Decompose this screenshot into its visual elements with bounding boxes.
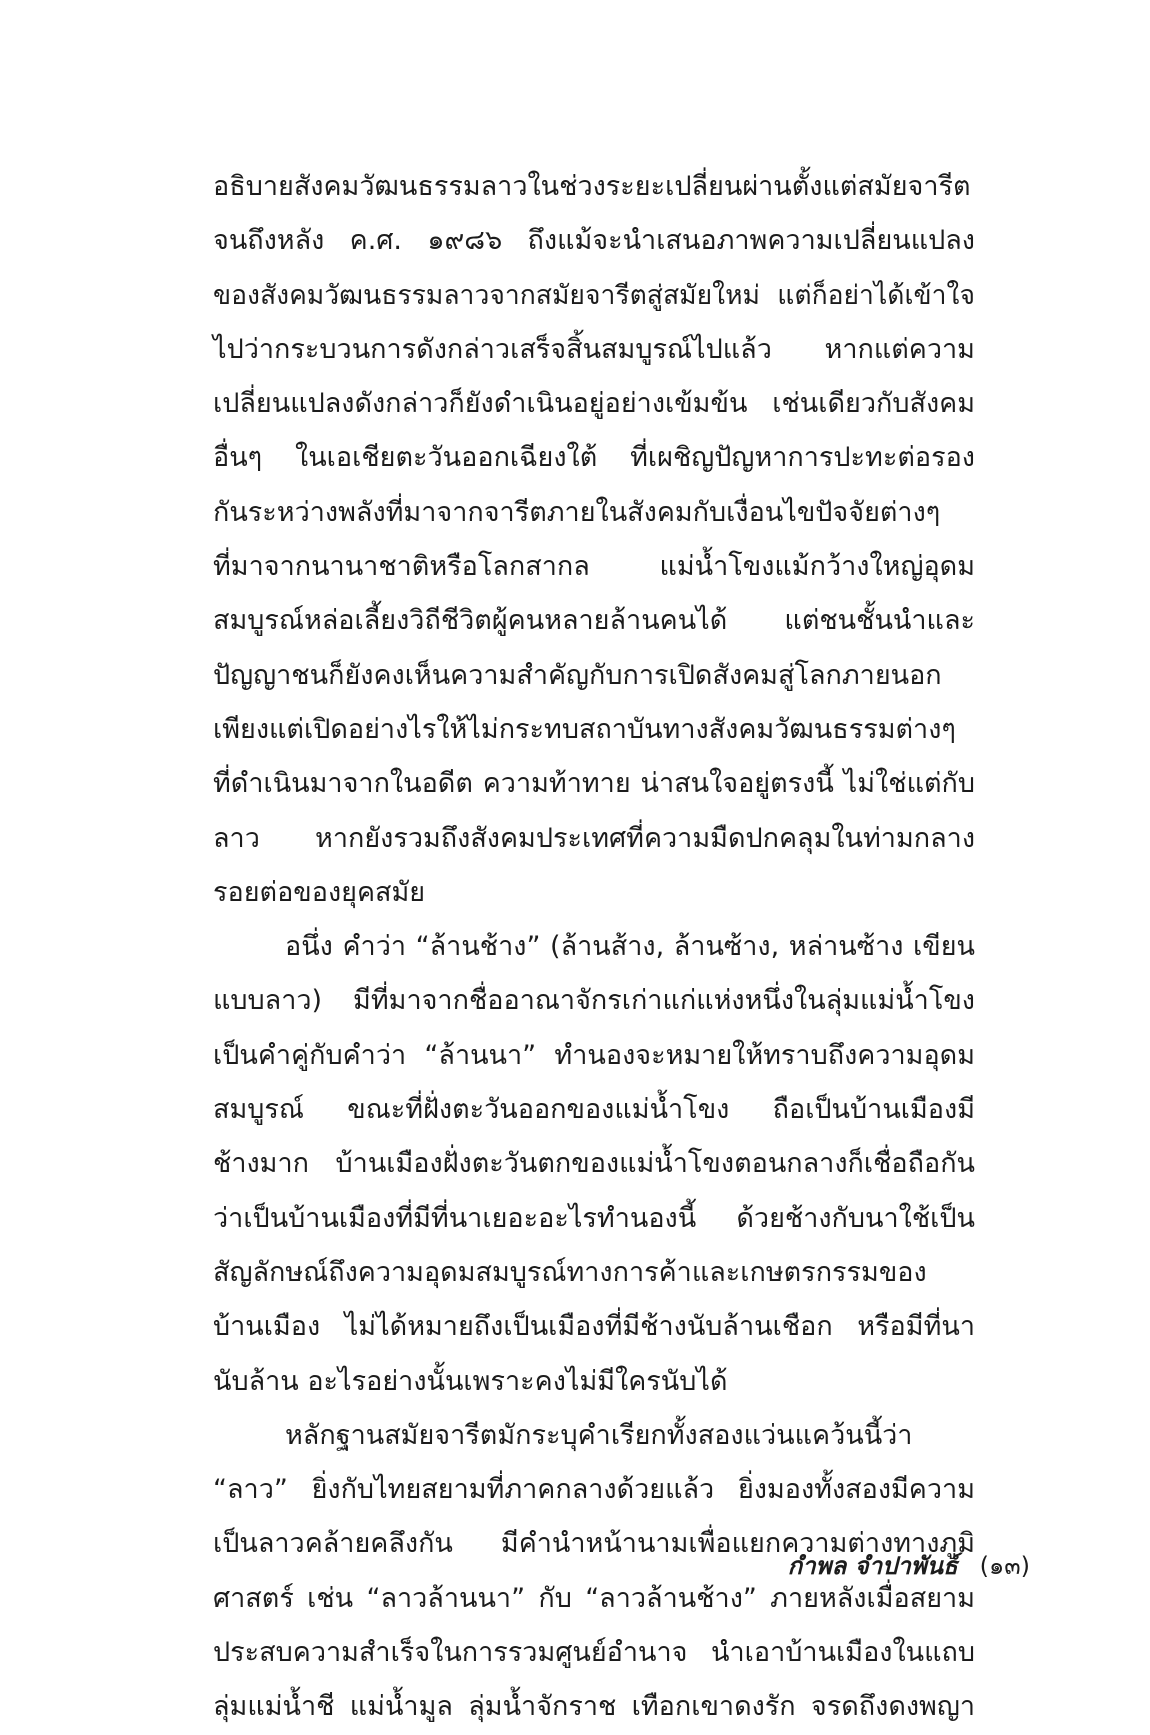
paragraph-end-line: นับล้าน อะไรอย่างนั้นเพราะคงไม่มีใครนับได้ (213, 1365, 728, 1397)
text-line: ว่าเป็นบ้านเมืองที่มีที่นาเยอะอะไรทำนองนี้ ด้วยช้างกับนาใช้เป็น (213, 1202, 975, 1234)
text-line: กันระหว่างพลังที่มาจากจารีตภายในสังคมกับเงื่อนไขปัจจัยต่างๆ (213, 496, 941, 528)
author-name: กำพล จำปาพันธ์ (787, 1552, 958, 1580)
text-line: จนถึงหลัง ค.ศ. ๑๙๘๖ ถึงแม้จะนำเสนอภาพความเปลี่ยนแปลง (213, 225, 975, 257)
paragraph-end-line: รอยต่อของยุคสมัย (213, 876, 426, 908)
text-line: เปลี่ยนแปลงดังกล่าวก็ยังดำเนินอยู่อย่างเข้มข้น เช่นเดียวกับสังคม (213, 388, 975, 420)
text-line: ช้างมาก บ้านเมืองฝั่งตะวันตกของแม่น้ำโขงตอนกลางก็เชื่อถือกัน (213, 1148, 975, 1180)
paragraph-start-line: หลักฐานสมัยจารีตมักระบุคำเรียกทั้งสองแว่นแคว้นนี้ว่า (285, 1419, 913, 1451)
text-line: ลุ่มแม่น้ำชี แม่น้ำมูล ลุ่มน้ำจักราช เทือกเขาดงรัก จรดถึงดงพญา (213, 1691, 975, 1723)
text-line: ศาสตร์ เช่น “ลาวล้านนา” กับ “ลาวล้านช้าง” ภายหลังเมื่อสยาม (213, 1582, 975, 1614)
text-line: อธิบายสังคมวัฒนธรรมลาวในช่วงระยะเปลี่ยนผ่านตั้งแต่สมัยจารีต (213, 171, 971, 202)
text-line: สัญลักษณ์ถึงความอุดมสมบูรณ์ทางการค้าและเกษตรกรรมของ (213, 1256, 927, 1288)
text-line: สมบูรณ์ ขณะที่ฝั่งตะวันออกของแม่น้ำโขง ถือเป็นบ้านเมืองมี (213, 1094, 975, 1126)
text-line: ปัญญาชนก็ยังคงเห็นความสำคัญกับการเปิดสังคมสู่โลกภายนอก (213, 659, 942, 691)
page-footer (700, 1548, 1030, 1584)
text-line: สมบูรณ์หล่อเลี้ยงวิถีชีวิตผู้คนหลายล้านคนได้ แต่ชนชั้นนำและ (213, 605, 975, 637)
body-text (213, 160, 975, 1735)
paragraph-start-line: อนึ่ง คำว่า “ล้านช้าง” (ล้านส้าง, ล้านซ้าง, หล่านซ้าง เขียน (285, 931, 975, 963)
text-line: อื่นๆ ในเอเชียตะวันออกเฉียงใต้ ที่เผชิญปัญหาการปะทะต่อรอง (213, 442, 975, 474)
text-line: ไปว่ากระบวนการดังกล่าวเสร็จสิ้นสมบูรณ์ไปแล้ว หากแต่ความ (213, 333, 975, 365)
text-line: แบบลาว) มีที่มาจากชื่ออาณาจักรเก่าแก่แห่งหนึ่งในลุ่มแม่น้ำโขง (213, 985, 975, 1017)
text-line: บ้านเมือง ไม่ได้หมายถึงเป็นเมืองที่มีช้างนับล้านเชือก หรือมีที่นา (213, 1311, 975, 1343)
text-line: “ลาว” ยิ่งกับไทยสยามที่ภาคกลางด้วยแล้ว ยิ่งมองทั้งสองมีความ (213, 1474, 975, 1506)
page-number: (๑๓) (979, 1552, 1030, 1580)
text-line: เป็นคำคู่กับคำว่า “ล้านนา” ทำนองจะหมายให้ทราบถึงความอุดม (213, 1039, 975, 1071)
text-line: ที่ดำเนินมาจากในอดีต ความท้าทาย น่าสนใจอยู่ตรงนี้ ไม่ใช่แต่กับ (213, 768, 975, 800)
text-line: เป็นลาวคล้ายคลึงกัน มีคำนำหน้านามเพื่อแยกความต่างทางภูมิ (213, 1528, 975, 1560)
text-line: ของสังคมวัฒนธรรมลาวจากสมัยจารีตสู่สมัยใหม่ แต่ก็อย่าได้เข้าใจ (213, 279, 975, 311)
text-line: เพียงแต่เปิดอย่างไรให้ไม่กระทบสถาบันทางสังคมวัฒนธรรมต่างๆ (213, 713, 956, 745)
text-line: ประสบความสำเร็จในการรวมศูนย์อำนาจ นำเอาบ้านเมืองในแถบ (213, 1637, 975, 1669)
text-line: ลาว หากยังรวมถึงสังคมประเทศที่ความมืดปกคลุมในท่ามกลาง (213, 822, 975, 854)
text-line: ที่มาจากนานาชาติหรือโลกสากล แม่น้ำโขงแม้กว้างใหญ่อุดม (213, 551, 975, 583)
